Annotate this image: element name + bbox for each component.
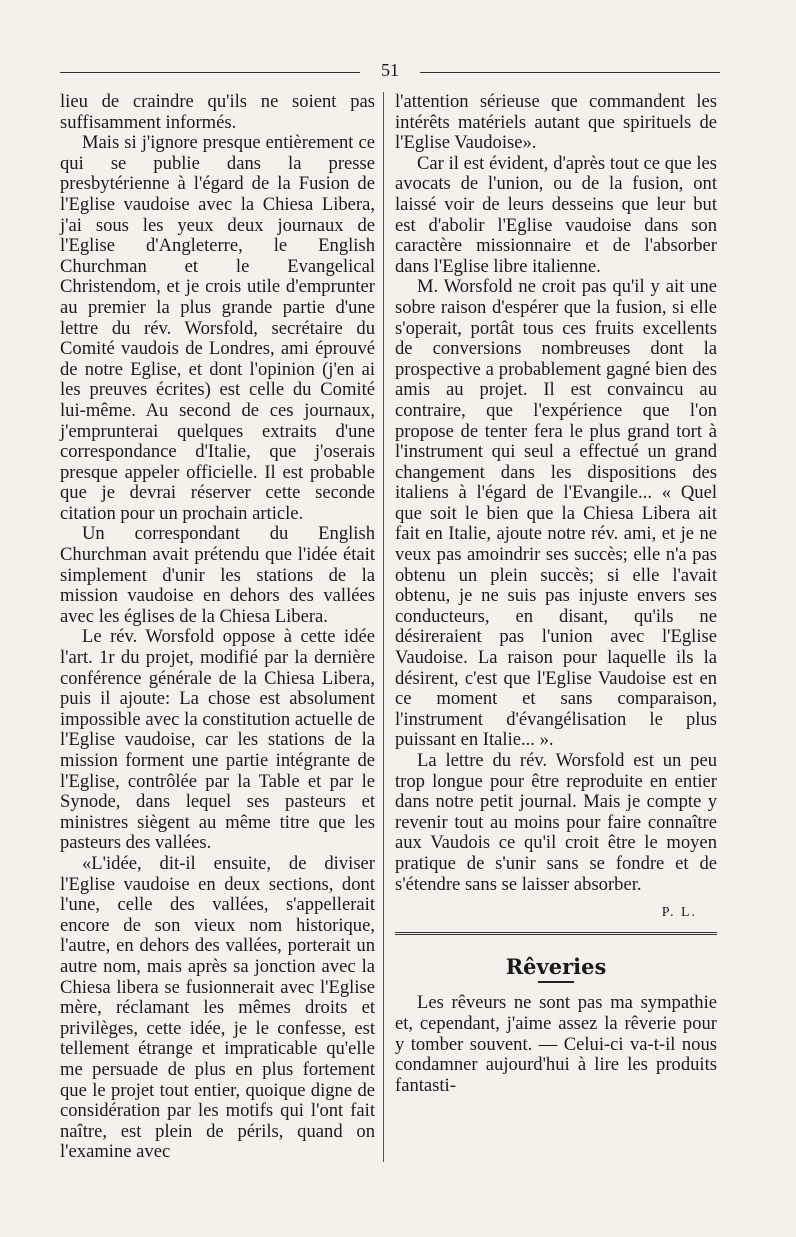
paragraph: Mais si j'ignore presque entièrement ce qui se publie dans la presse presbytérienne à l'égard de la Fusion de l'Eglise vaudoise avec la Chiesa Libera, j'ai sous les yeux deux journaux de l'Eglise d'Angleterre, le English Churchman et le Evangelical Christendom, et je crois utile d'emprunter au premier la plus grande partie d'une lettre du rév. Worsfold, secrétaire du Comité vaudois de Londres, ami éprouvé de notre Eglise, et dont l'opinion (j'en ai les preuves écrites) est celle du Comité lui-même. Au second de ces journaux, j'emprunterai quelques extraits d'une correspondance d'Italie, que j'oserais presque appeler officielle. Il est probable que je devrai réserver cette seconde citation pour un prochain article.: [60, 132, 375, 524]
paragraph: «L'idée, dit-il ensuite, de diviser l'Eglise vaudoise en deux sections, dont l'une, celle des vallées, s'appellerait encore de son vieux nom historique, l'autre, en dehors des vallées, porterait un autre nom, mais après sa jonction avec la Chiesa libera se fusionnerait avec l'Eglise mère, réclamant les mêmes droits et privilèges, cette idée, je le confesse, est tellement étrange et impraticable qu'elle me persuade de plus en plus fortement que le projet tout entier, quoique digne de considération par les motifs qui l'ont fait naître, est plein de périls, quand on l'examine avec: [60, 852, 375, 1163]
paragraph: Car il est évident, d'après tout ce que les avocats de l'union, ou de la fusion, ont laissé voir de leurs desseins que leur but est d'abolir l'Eglise vaudoise dans son caractère missionnaire et de l'absorber dans l'Eglise libre italienne.: [395, 152, 717, 277]
paragraph: La lettre du rév. Worsfold est un peu trop longue pour être reproduite en entier dans notre petit journal. Mais je compte y revenir tout au moins pour faire connaître aux Vaudois ce qu'il croit être le moyen pratique de s'unir sans se fondre et de s'étendre sans se laisser absorber.: [395, 750, 717, 895]
signature: P. L.: [661, 905, 697, 921]
column-divider: [383, 92, 384, 1162]
section-title: Rêveries: [505, 953, 607, 979]
section-divider: [395, 932, 717, 935]
right-column: [395, 92, 717, 1096]
paragraph: Le rév. Worsfold oppose à cette idée l'art. 1r du projet, modifié par la dernière conférence générale de la Chiesa Libera, puis il ajoute: La chose est absolument impossible avec la constitution actuelle de l'Eglise vaudoise, car les stations de la mission forment une partie intégrante de l'Eglise, contrôlée par la Table et par le Synode, dans lequel ses pasteurs et ministres siègent au même titre que les pasteurs des vallées.: [60, 626, 375, 854]
paragraph: M. Worsfold ne croit pas qu'il y ait une sobre raison d'espérer que la fusion, si elle s'operait, portât tous ces fruits excellents de conversions nombreuses dont la prospective a probablement gagné bien des amis au projet. Il est convaincu au contraire, que l'expérience que l'on propose de tenter fera le plus grand tort à l'instrument qui seul a effectué un grand changement dans les dispositions des italiens à l'égard de l'Evangile... « Quel que soit le bien que la Chiesa Libera ait fait en Italie, ajoute notre rév. ami, et je ne veux pas amoindrir ses succès; elle n'a pas obtenu un plein succès; si elle l'avait obtenu, je ne suis pas injuste envers ses conducteurs, en disant, qu'ils ne désireraient pas l'union avec l'Eglise Vaudoise. La raison pour laquelle ils la désirent, c'est que l'Eglise Vaudoise est en ce moment et sans comparaison, l'instrument d'évangélisation le plus puissant en Italie... ».: [395, 276, 717, 751]
page-header: [60, 60, 720, 84]
paragraph: Les rêveurs ne sont pas ma sympathie et, cependant, j'aime assez la rêverie pour y tomber souvent. — Celui-ci va-t-il nous condamner aujourd'hui à lire les produits fantasti-: [395, 992, 717, 1096]
page-number: 51: [381, 60, 399, 80]
paragraph: lieu de craindre qu'ils ne soient pas suffisamment informés.: [60, 91, 375, 133]
left-column: [60, 92, 375, 1163]
header-rule-left: [60, 72, 360, 73]
header-rule-right: [420, 72, 720, 73]
title-underline: [538, 981, 574, 983]
paragraph: l'attention sérieuse que commandent les intérêts matériels autant que spirituels de l'Eglise Vaudoise».: [395, 91, 717, 154]
paragraph: Un correspondant du English Churchman avait prétendu que l'idée était simplement d'unir les stations de la mission vaudoise en dehors des vallées avec les églises de la Chiesa Libera.: [60, 523, 375, 627]
